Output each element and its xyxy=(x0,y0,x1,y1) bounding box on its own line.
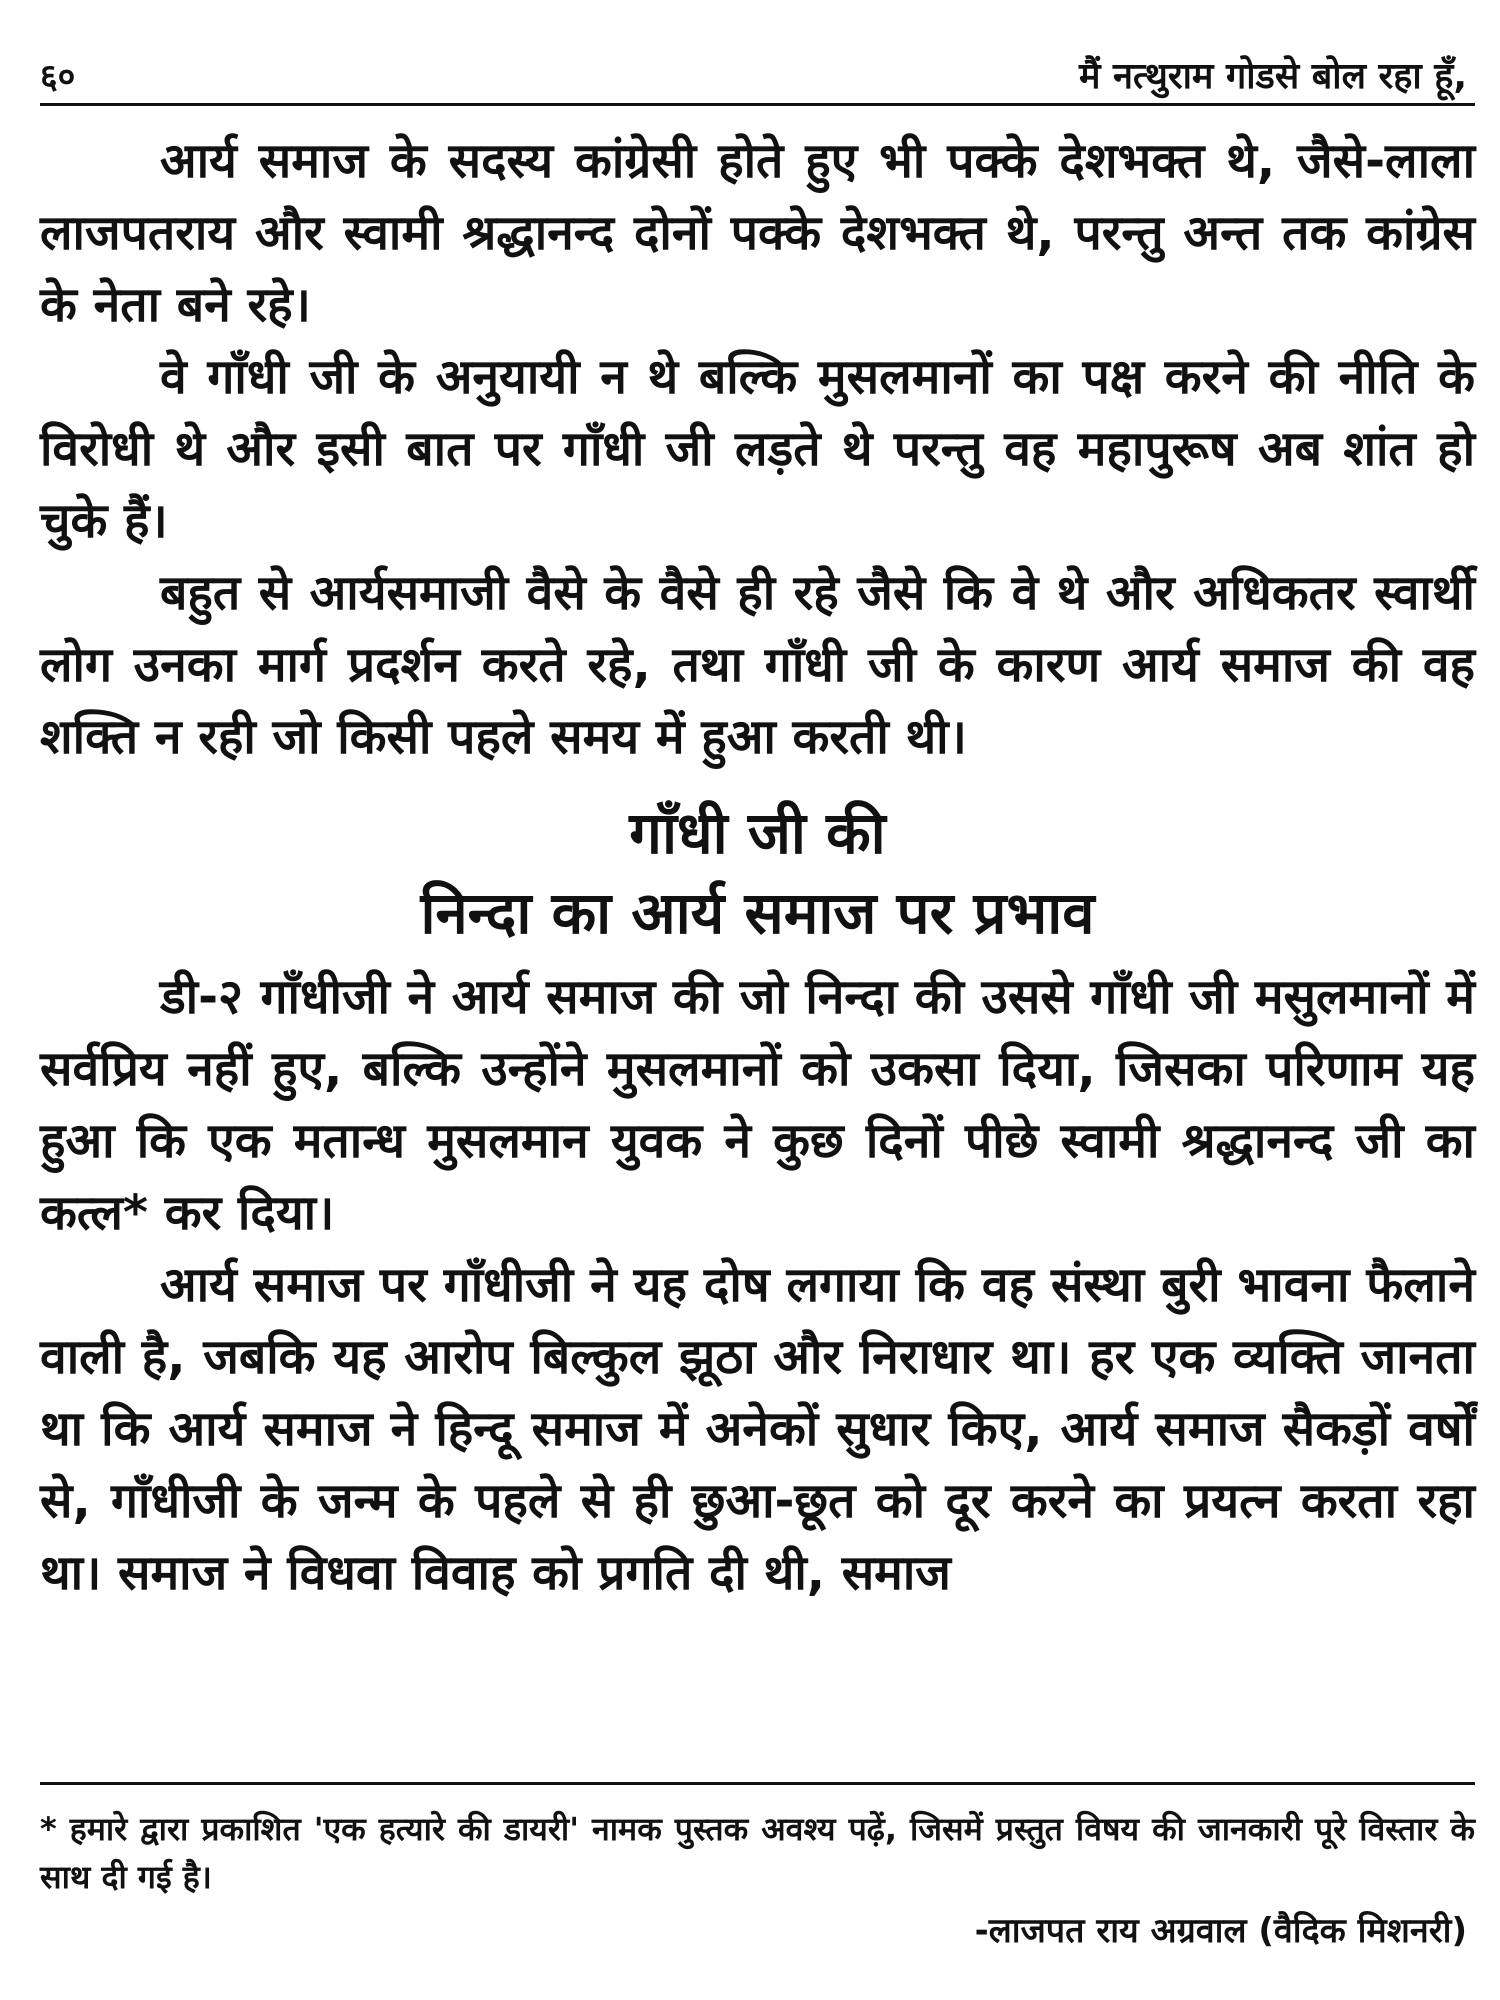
section-heading xyxy=(40,793,1475,953)
page-header xyxy=(40,46,1475,106)
paragraph-3: बहुत से आर्यसमाजी वैसे के वैसे ही रहे जैसे कि वे थे और अधिकतर स्वार्थी लोग उनका मार्ग प्रदर्शन करते रहे, तथा गाँधी जी के कारण आर्य समाज की वह शक्ति न रही जो किसी पहले समय में हुआ करती थी। xyxy=(40,565,1475,765)
footnote-text: * हमारे द्वारा प्रकाशित 'एक हत्यारे की डायरी' नामक पुस्तक अवश्य पढ़ें, जिसमें प्रस्तुत विषय की जानकारी पूरे विस्तार के साथ दी गई है। xyxy=(40,1810,1475,1896)
section-heading-line-1: गाँधी जी की xyxy=(629,799,886,867)
paragraph-1: आर्य समाज के सदस्य कांग्रेसी होते हुए भी पक्के देशभक्त थे, जैसे-लाला लाजपतराय और स्वामी श्रद्धानन्द दोनों पक्के देशभक्त थे, परन्तु अन्त तक कांग्रेस के नेता बने रहे। xyxy=(40,133,1475,333)
page-number: ६० xyxy=(40,57,76,97)
footnote-rule xyxy=(40,1782,1475,1785)
paragraph-5: आर्य समाज पर गाँधीजी ने यह दोष लगाया कि वह संस्था बुरी भावना फैलाने वाली है, जबकि यह आरोप बिल्कुल झूठा और निराधार था। हर एक व्यक्ति जानता था कि आर्य समाज ने हिन्दू समाज में अनेकों सुधार किए, आर्य समाज सैकड़ों वर्षों से, गाँधीजी के जन्म के पहले से ही छुआ-छूत को दूर करने का प्रयत्न करता रहा था। समाज ने विधवा विवाह को प्रगति दी थी, समाज xyxy=(40,1257,1475,1601)
paragraph-2: वे गाँधी जी के अनुयायी न थे बल्कि मुसलमानों का पक्ष करने की नीति के विरोधी थे और इसी बात पर गाँधी जी लड़ते थे परन्तु वह महापुरूष अब शांत हो चुके हैं। xyxy=(40,349,1475,549)
footnote-area xyxy=(40,1782,1475,1955)
header-rule xyxy=(40,103,1475,106)
paragraph-4: डी-२ गाँधीजी ने आर्य समाज की जो निन्दा की उससे गाँधी जी मसुलमानों में सर्वप्रिय नहीं हुए, बल्कि उन्होंने मुसलमानों को उकसा दिया, जिसका परिणाम यह हुआ कि एक मतान्ध मुसलमान युवक ने कुछ दिनों पीछे स्वामी श्रद्धानन्द जी का कत्ल* कर दिया। xyxy=(40,969,1475,1241)
book-page xyxy=(40,0,1475,2000)
main-text xyxy=(40,125,1475,1609)
section-heading-line-2: निन्दा का आर्य समाज पर प्रभाव xyxy=(420,879,1095,947)
footnote-signature: -लाजपत राय अग्रवाल (वैदिक मिशनरी) xyxy=(974,1911,1467,1951)
running-title: मैं नत्थुराम गोडसे बोल रहा हूँ, xyxy=(1078,56,1467,97)
